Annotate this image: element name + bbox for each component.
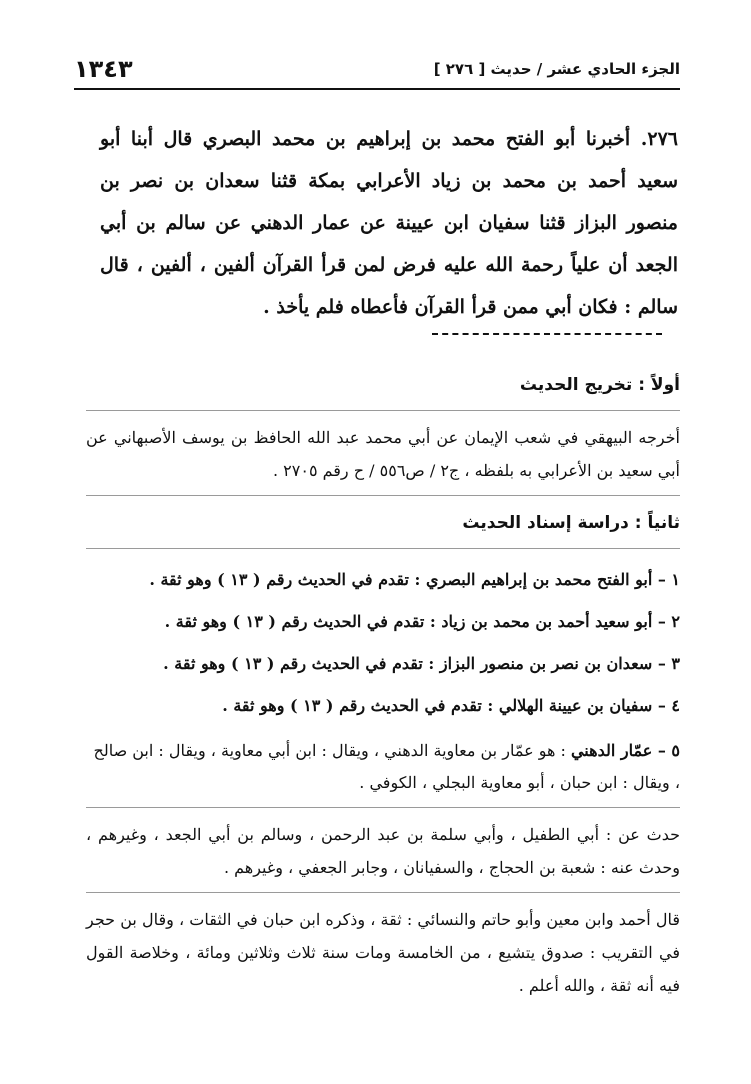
narrator-name: ٤ – سفيان بن عيينة الهلالي xyxy=(498,696,680,715)
narrator-list xyxy=(86,559,680,799)
hadith-text: أخبرنا أبو الفتح محمد بن إبراهيم بن محمد البصري قال أبنا أبو سعيد أحمد بن محمد بن زياد الأعرابي بمكة قثنا سعدان بن نصر بن منصور البزاز قثنا سفيان ابن عيينة عن عمار الدهني عن سالم بن أبي الجعد أن علياً رحمة الله عليه فرض لمن قرأ القرآن ألفين ، ألفين ، قال سالم : فكان أبي ممن قرأ القرآن فأعطاه فلم يأخذ . xyxy=(100,128,678,318)
narrator-detail: : تقدم في الحديث رقم ( ١٣ ) وهو ثقة . xyxy=(163,654,440,673)
header-rule xyxy=(74,88,680,90)
narrator-item xyxy=(86,559,680,601)
narrator-detail: : تقدم في الحديث رقم ( ١٣ ) وهو ثقة . xyxy=(222,696,499,715)
divider xyxy=(86,807,680,808)
divider xyxy=(86,892,680,893)
narrator-detail: : تقدم في الحديث رقم ( ١٣ ) وهو ثقة . xyxy=(149,570,427,589)
divider xyxy=(86,410,680,411)
page-number: ١٣٤٣ xyxy=(74,55,133,83)
divider xyxy=(86,495,680,496)
header-title: الجزء الحادي عشر / حديث [ ٢٧٦ ] xyxy=(433,60,680,78)
dashed-separator xyxy=(432,333,662,335)
narrator-detail: : هو عمّار بن معاوية الدهني ، ويقال : ابن أبي معاوية ، ويقال : ابن صالح ، ويقال : ابن حبان ، أبو معاوية البجلي ، الكوفي . xyxy=(93,741,680,792)
takhrij-heading: أولاً : تخريج الحديث xyxy=(519,375,680,395)
narrator-item xyxy=(86,601,680,643)
narrator-name: ٥ – عمّار الدهني xyxy=(570,741,680,760)
narrator-name: ٢ – أبو سعيد أحمد بن محمد بن زياد xyxy=(441,612,680,631)
narrator-item xyxy=(86,685,680,727)
hadith-text-block xyxy=(100,118,678,328)
narrator-item xyxy=(86,643,680,685)
hadith-number: ٢٧٦. xyxy=(640,128,678,150)
narrator-name: ١ – أبو الفتح محمد بن إبراهيم البصري xyxy=(426,570,680,589)
running-header xyxy=(74,56,680,86)
isnad-heading: ثانياً : دراسة إسناد الحديث xyxy=(462,513,680,533)
takhrij-text: أخرجه البيهقي في شعب الإيمان عن أبي محمد عبد الله الحافظ بن يوسف الأصبهاني عن أبي سعيد بن الأعرابي به بلفظه ، ج٢ / ص٥٥٦ / ح رقم ٢٧٠٥ . xyxy=(86,428,680,480)
narrator-item xyxy=(86,735,680,799)
hadatha-text: حدث عن : أبي الطفيل ، وأبي سلمة بن عبد الرحمن ، وسالم بن أبي الجعد ، وغيرهم ، وحدث عنه : شعبة بن الحجاج ، والسفيانان ، وجابر الجعفي ، وغيرهم . xyxy=(86,825,680,877)
study-section xyxy=(86,368,680,1002)
narrator-name: ٣ – سعدان بن نصر بن منصور البزاز xyxy=(439,654,680,673)
verdict-text: قال أحمد وابن معين وأبو حاتم والنسائي : ثقة ، وذكره ابن حبان في الثقات ، وقال بن حجر في التقريب : صدوق يتشيع ، من الخامسة ومات سنة ثلاث وثلاثين ومائة ، وخلاصة القول فيه أنه ثقة ، والله أعلم . xyxy=(86,910,680,995)
narrator-detail: : تقدم في الحديث رقم ( ١٣ ) وهو ثقة . xyxy=(164,612,442,631)
divider xyxy=(86,548,680,549)
